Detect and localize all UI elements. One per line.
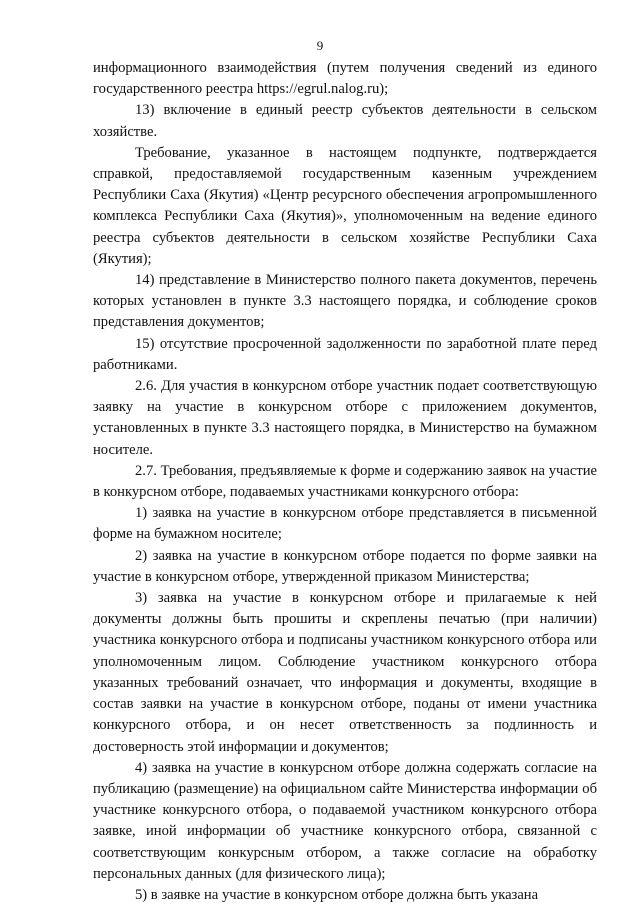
paragraph-2-6: 2.6. Для участия в конкурсном отборе участник подает соответствующую заявку на участие в конкурсном отборе с приложением документов, установленных в пункте 3.3 настоящего порядка, в Министерство на бумажном носителе. — [93, 378, 597, 458]
paragraph-2-7-item-4: 4) заявка на участие в конкурсном отборе должна содержать согласие на публикацию (размещение) на официальном сайте Министерства информации об участнике конкурсного отбора, о подаваемой участником конкурсного отбора заявке, иной информации об участнике конкурсного отбора, связанной с соответствующим конкурсным отбором, а также согласие на обработку персональных данных (для физического лица); — [93, 759, 597, 882]
paragraph-item-13: 13) включение в единый реестр субъектов деятельности в сельском хозяйстве. — [93, 102, 597, 140]
paragraph-item-15: 15) отсутствие просроченной задолженности по заработной плате перед работниками. — [93, 335, 597, 373]
paragraph-2-7-item-5: 5) в заявке на участие в конкурсном отборе должна быть указана — [135, 886, 539, 903]
paragraph-2-7-item-1: 1) заявка на участие в конкурсном отборе представляется в письменной форме на бумажном носителе; — [93, 505, 597, 543]
document-body — [93, 58, 597, 906]
paragraph-2-7-item-3: 3) заявка на участие в конкурсном отборе и прилагаемые к ней документы должны быть прошиты и скреплены печатью (при наличии) участника конкурсного отбора и подписаны участником конкурсного отбора или уполномоченным лицом. Соблюдение участником конкурсного отбора указанных требований означает, что информация и документы, входящие в состав заявки на участие в конкурсном отборе, поданы от имени участника конкурсного отбора, и он несет ответственность за подлинность и достоверность этой информации и документов; — [93, 590, 597, 755]
page-number: 9 — [316, 38, 324, 53]
paragraph-2-7-item-2: 2) заявка на участие в конкурсном отборе подается по форме заявки на участие в конкурсном отборе, утвержденной приказом Министерства; — [93, 547, 597, 585]
paragraph-2-7: 2.7. Требования, предъявляемые к форме и содержанию заявок на участие в конкурсном отборе, подаваемых участниками конкурсного отбора: — [93, 462, 597, 501]
paragraph-continuation: информационного взаимодействия (путем получения сведений из единого государственного реестра https://egrul.nalog.ru); — [93, 60, 597, 98]
paragraph-requirement-note: Требование, указанное в настоящем подпункте, подтверждается справкой, предоставляемой государственным казенным учреждением Республики Саха (Якутия) «Центр ресурсного обеспечения агропромышленного комплекса Республики Саха (Якутия)», уполномоченным на ведение единого реестра субъектов деятельности в сельском хозяйстве Республики Саха (Якутия); — [93, 144, 597, 267]
paragraph-item-14: 14) представление в Министерство полного пакета документов, перечень которых установлен в пункте 3.3 настоящего порядка, и соблюдение сроков представления документов; — [93, 272, 597, 331]
